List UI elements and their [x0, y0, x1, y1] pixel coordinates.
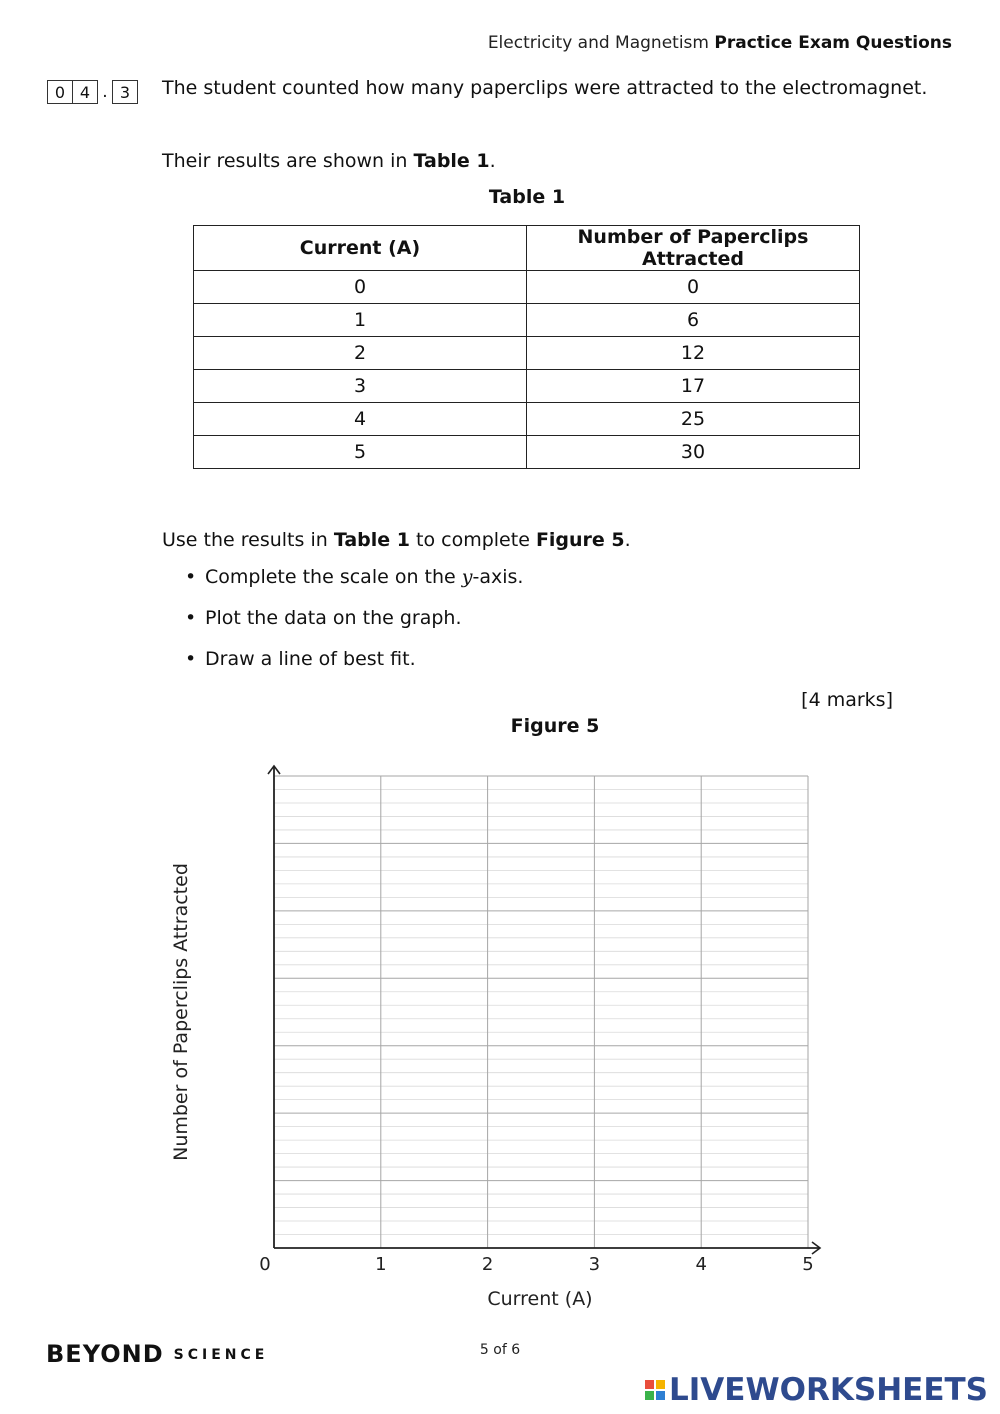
- bullet-item: [185, 648, 523, 689]
- bullet-dot: •: [185, 566, 197, 588]
- brand-subtitle: SCIENCE: [173, 1347, 269, 1363]
- x-axis-label: Current (A): [487, 1288, 593, 1310]
- bullet-dot: •: [185, 648, 197, 670]
- header-label: Practice Exam Questions: [714, 33, 952, 53]
- instruction-table-ref: Table 1: [333, 529, 410, 551]
- cell-paperclips: 6: [527, 304, 860, 337]
- bullet-dot: •: [185, 607, 197, 629]
- liveworksheets-watermark: [645, 1372, 988, 1408]
- brand-name: BEYOND: [46, 1340, 164, 1368]
- graph-grid: [274, 776, 808, 1248]
- intro-text: [162, 150, 496, 172]
- x-tick-label: 0: [259, 1254, 271, 1275]
- column-header-paperclips: Number of Paperclips Attracted: [527, 226, 860, 271]
- cell-paperclips: 0: [527, 271, 860, 304]
- figure-caption: Figure 5: [510, 715, 600, 737]
- table-row: [194, 304, 860, 337]
- page-number: 5 of 6: [479, 1342, 521, 1358]
- cell-paperclips: 30: [527, 436, 860, 469]
- question-number-box: 0: [47, 80, 73, 104]
- bullet-text: Draw a line of best fit.: [205, 648, 416, 670]
- bullet-text: Plot the data on the graph.: [205, 607, 462, 629]
- column-header-current: Current (A): [194, 226, 527, 271]
- x-tick-label: 4: [695, 1254, 707, 1275]
- intro-table-ref: Table 1: [413, 150, 490, 172]
- question-number: [47, 80, 138, 104]
- y-axis-label: Number of Paperclips Attracted: [170, 863, 192, 1161]
- instruction-figure-ref: Figure 5: [535, 529, 625, 551]
- liveworksheets-logo-icon: [645, 1380, 665, 1400]
- table-row: [194, 370, 860, 403]
- x-tick-label: 1: [375, 1254, 387, 1275]
- bullet-text: Complete the scale on the: [205, 566, 462, 588]
- figure-5-graph[interactable]: [150, 750, 850, 1320]
- question-number-separator: .: [102, 82, 108, 102]
- x-tick-label: 5: [802, 1254, 814, 1275]
- cell-paperclips: 25: [527, 403, 860, 436]
- instruction-part: Use the results in: [162, 529, 334, 551]
- question-number-box: 3: [112, 80, 138, 104]
- table-body: [194, 271, 860, 469]
- bullet-text: -axis.: [472, 566, 524, 588]
- table-row: [194, 436, 860, 469]
- intro-suffix: .: [489, 150, 496, 172]
- bullet-item: [185, 566, 523, 607]
- header-topic: Electricity and Magnetism: [487, 33, 709, 53]
- table-caption: Table 1: [488, 186, 566, 208]
- cell-current: 4: [194, 403, 527, 436]
- instruction-part: .: [624, 529, 631, 551]
- bullet-item: [185, 607, 523, 648]
- watermark-text: LIVEWORKSHEETS: [669, 1372, 988, 1408]
- cell-current: 1: [194, 304, 527, 337]
- x-tick-label: 3: [588, 1254, 601, 1275]
- question-text: The student counted how many paperclips were attracted to the electromagnet.: [162, 77, 928, 99]
- cell-current: 0: [194, 271, 527, 304]
- instruction-part: to complete: [409, 529, 536, 551]
- results-table: [193, 225, 860, 469]
- table-row: [194, 337, 860, 370]
- bullet-list: [185, 566, 523, 689]
- cell-current: 5: [194, 436, 527, 469]
- cell-paperclips: 12: [527, 337, 860, 370]
- x-axis-ticks: [259, 1254, 813, 1275]
- marks-label: [4 marks]: [801, 689, 893, 711]
- cell-current: 2: [194, 337, 527, 370]
- table-header-row: [194, 226, 860, 271]
- question-number-box: 4: [73, 80, 98, 104]
- cell-current: 3: [194, 370, 527, 403]
- page-header: [488, 33, 952, 53]
- bullet-variable: y: [461, 566, 473, 588]
- cell-paperclips: 17: [527, 370, 860, 403]
- table-row: [194, 271, 860, 304]
- instruction-text: [162, 529, 631, 551]
- x-tick-label: 2: [481, 1254, 494, 1275]
- table-row: [194, 403, 860, 436]
- intro-prefix: Their results are shown in: [162, 150, 414, 172]
